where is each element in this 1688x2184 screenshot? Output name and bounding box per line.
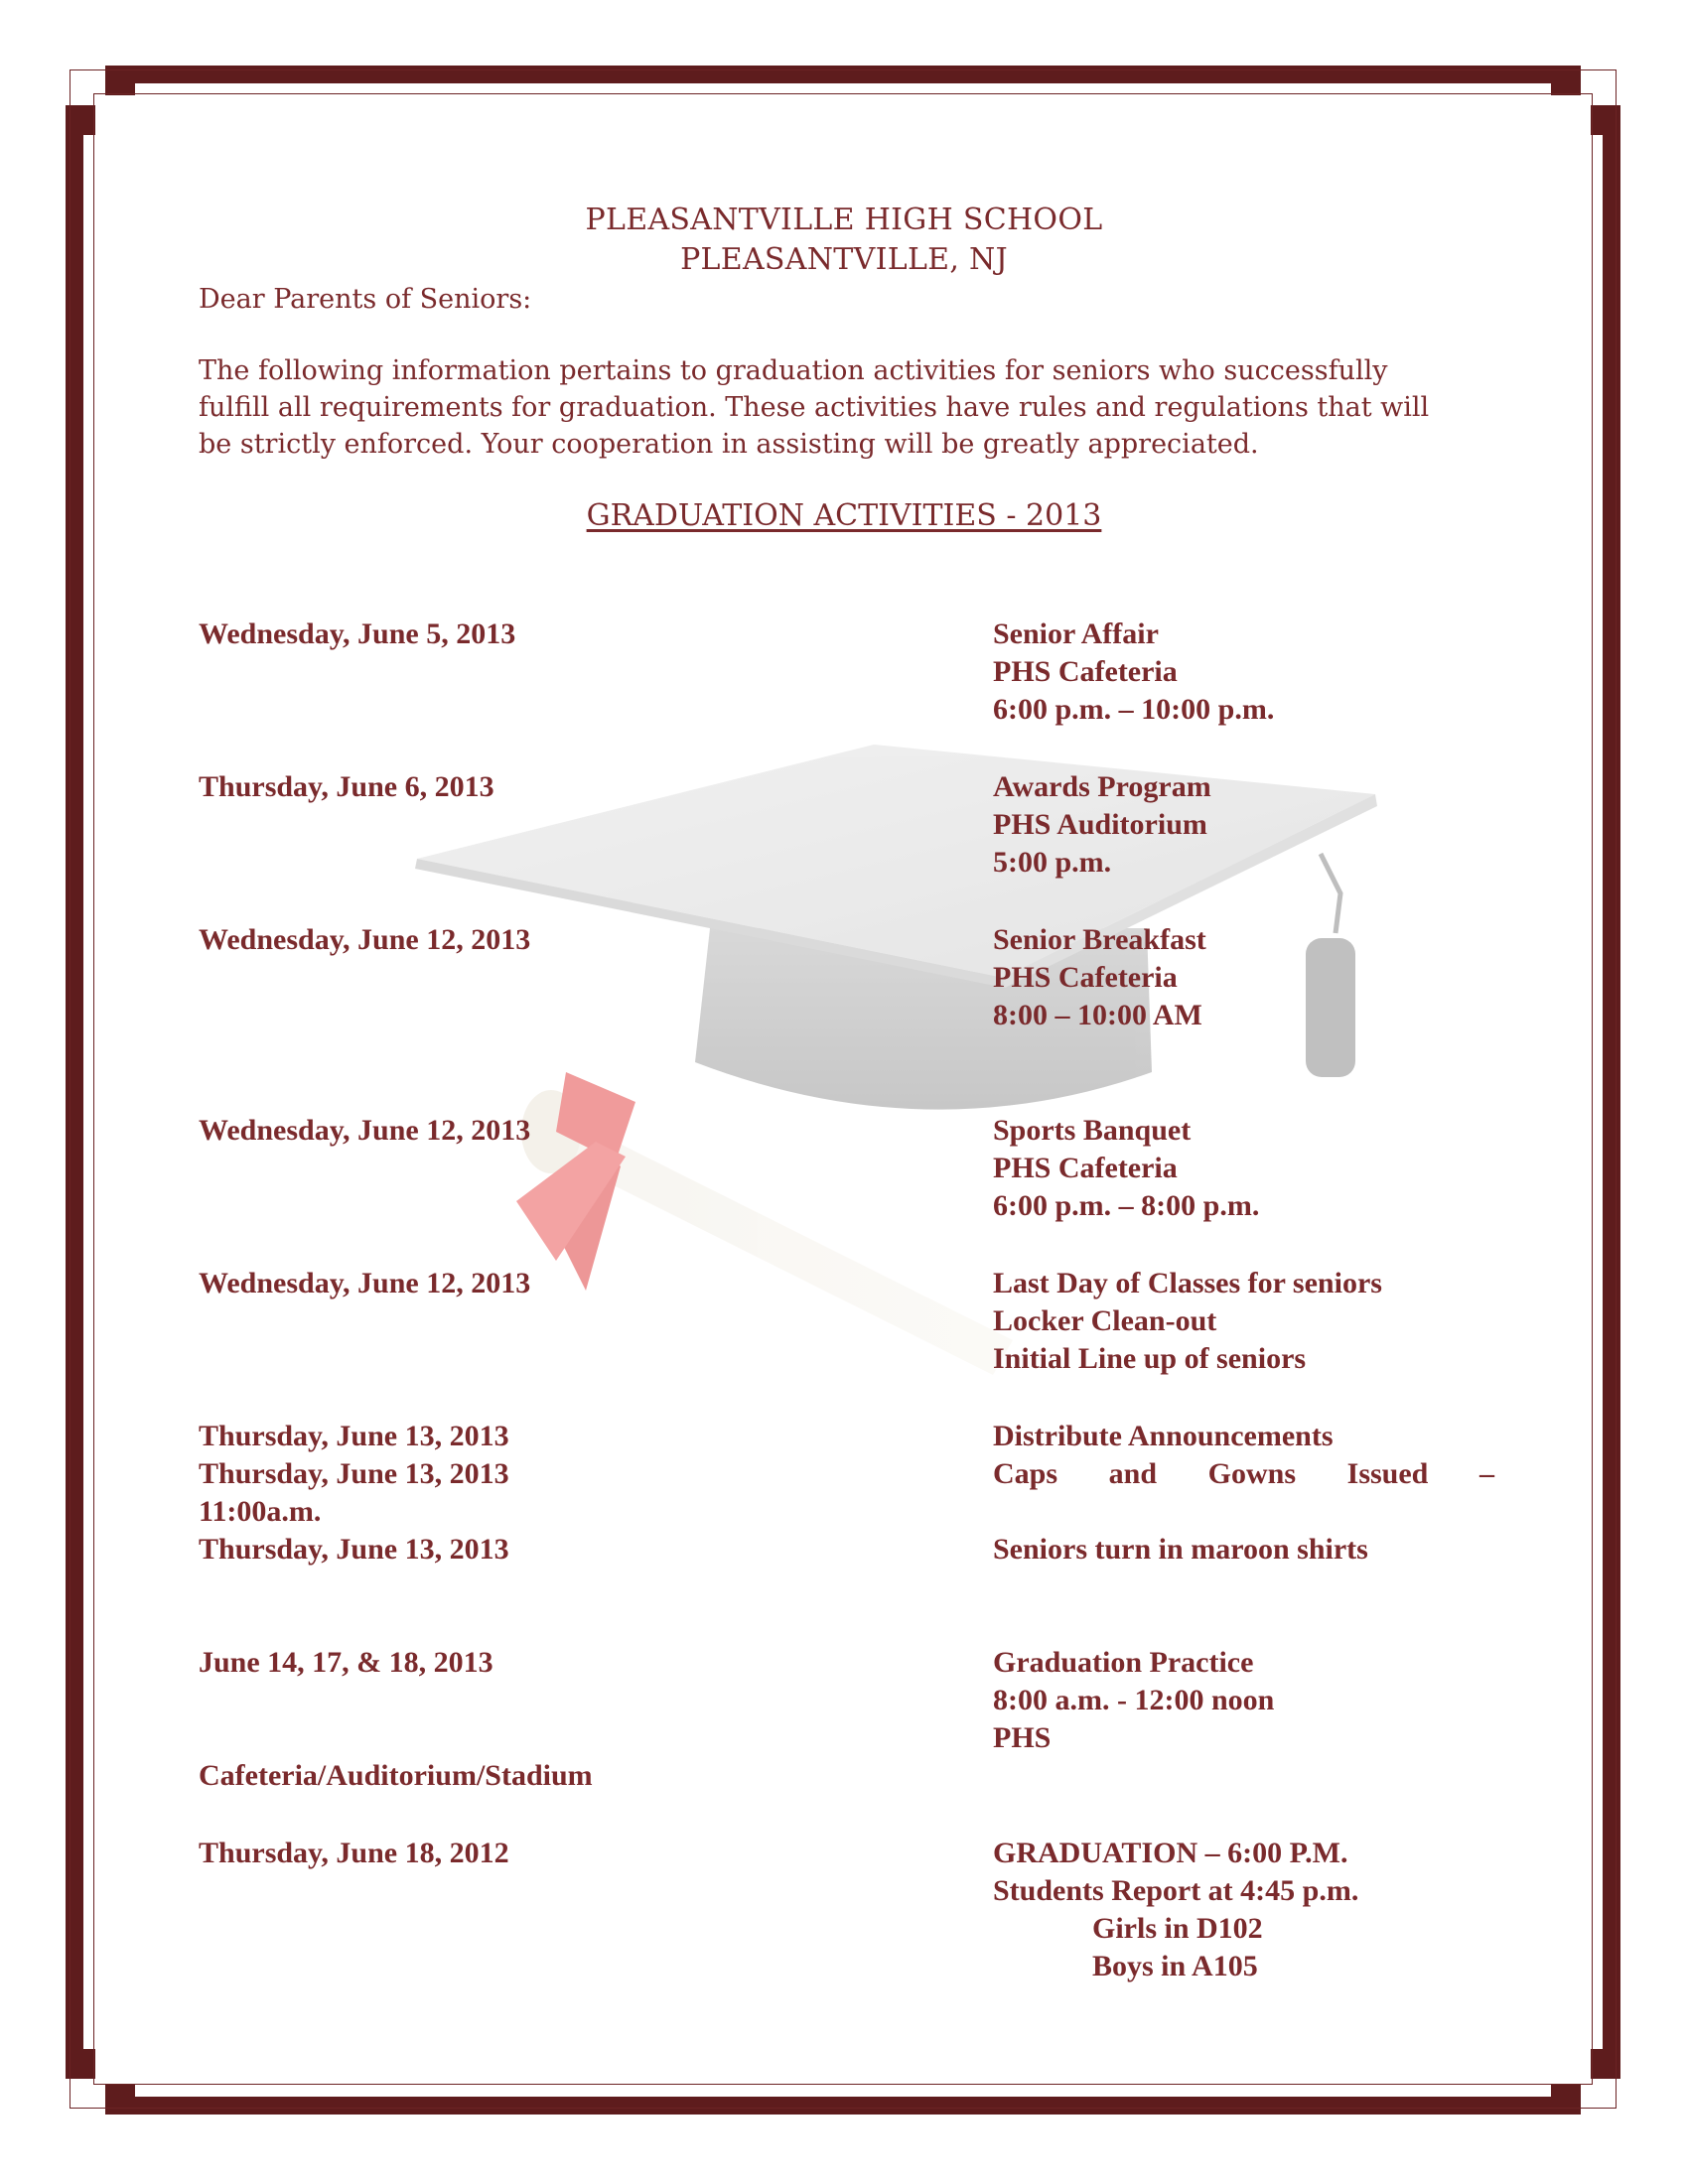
event-date: Wednesday, June 12, 2013 (199, 1114, 531, 1147)
event-detail: Initial Line up of seniors (993, 1342, 1307, 1375)
event-date: Thursday, June 13, 2013 (199, 1420, 509, 1452)
event-detail: Locker Clean-out (993, 1304, 1217, 1337)
event-date: Thursday, June 6, 2013 (199, 770, 494, 803)
intro-line-2: fulfill all requirements for graduation. These activities have rules and regulations that will (199, 392, 1430, 423)
event-title: Senior Affair (993, 617, 1159, 650)
school-location: PLEASANTVILLE, NJ (680, 242, 1008, 277)
event-location: PHS Auditorium (993, 808, 1207, 841)
gowns-word: Gowns (1207, 1457, 1297, 1490)
event-location: PHS Cafeteria (993, 1152, 1178, 1184)
event-date: Wednesday, June 12, 2013 (199, 923, 531, 956)
event-date: Thursday, June 18, 2012 (199, 1837, 509, 1869)
event-date: Thursday, June 13, 2013 (199, 1533, 509, 1566)
event-time: 8:00 – 10:00 AM (993, 999, 1202, 1031)
and-word: and (1108, 1457, 1158, 1490)
event-time: 11:00a.m. (199, 1495, 322, 1528)
event-location: PHS (993, 1721, 1052, 1754)
event-title: GRADUATION – 6:00 P.M. (993, 1837, 1348, 1869)
event-date: Wednesday, June 12, 2013 (199, 1267, 531, 1299)
event-title: Senior Breakfast (993, 923, 1206, 956)
event-time: 5:00 p.m. (993, 846, 1112, 879)
intro-line-3: be strictly enforced. Your cooperation in assisting will be greatly appreciated. (199, 429, 1259, 460)
dash-mark: – (1478, 1457, 1494, 1490)
caps-word: Caps (993, 1457, 1058, 1490)
event-time: 6:00 p.m. – 8:00 p.m. (993, 1189, 1260, 1222)
event-venue: Cafeteria/Auditorium/Stadium (199, 1759, 593, 1792)
event-location: PHS Cafeteria (993, 655, 1178, 688)
intro-line-1: The following information pertains to graduation activities for seniors who successfully (199, 355, 1388, 386)
event-date: Wednesday, June 5, 2013 (199, 617, 516, 650)
event-title: Graduation Practice (993, 1646, 1254, 1679)
room-assignment: Boys in A105 (1092, 1950, 1258, 1982)
room-assignment: Girls in D102 (1092, 1912, 1263, 1945)
school-name: PLEASANTVILLE HIGH SCHOOL (585, 203, 1103, 237)
event-title: Sports Banquet (993, 1114, 1192, 1147)
event-title: Seniors turn in maroon shirts (993, 1533, 1368, 1566)
event-date: Thursday, June 13, 2013 (199, 1457, 509, 1490)
salutation: Dear Parents of Seniors: (199, 284, 532, 315)
event-detail: Students Report at 4:45 p.m. (993, 1874, 1359, 1907)
event-title: Distribute Announcements (993, 1420, 1334, 1452)
event-title: Last Day of Classes for seniors (993, 1267, 1382, 1299)
event-time: 8:00 a.m. - 12:00 noon (993, 1684, 1275, 1716)
event-title: Awards Program (993, 770, 1211, 803)
event-location: PHS Cafeteria (993, 961, 1178, 994)
section-title: GRADUATION ACTIVITIES - 2013 (586, 498, 1102, 533)
event-date: June 14, 17, & 18, 2013 (199, 1646, 493, 1679)
issued-word: Issued (1346, 1457, 1429, 1490)
caps-gowns-line (993, 1455, 1494, 1493)
event-time: 6:00 p.m. – 10:00 p.m. (993, 693, 1275, 726)
